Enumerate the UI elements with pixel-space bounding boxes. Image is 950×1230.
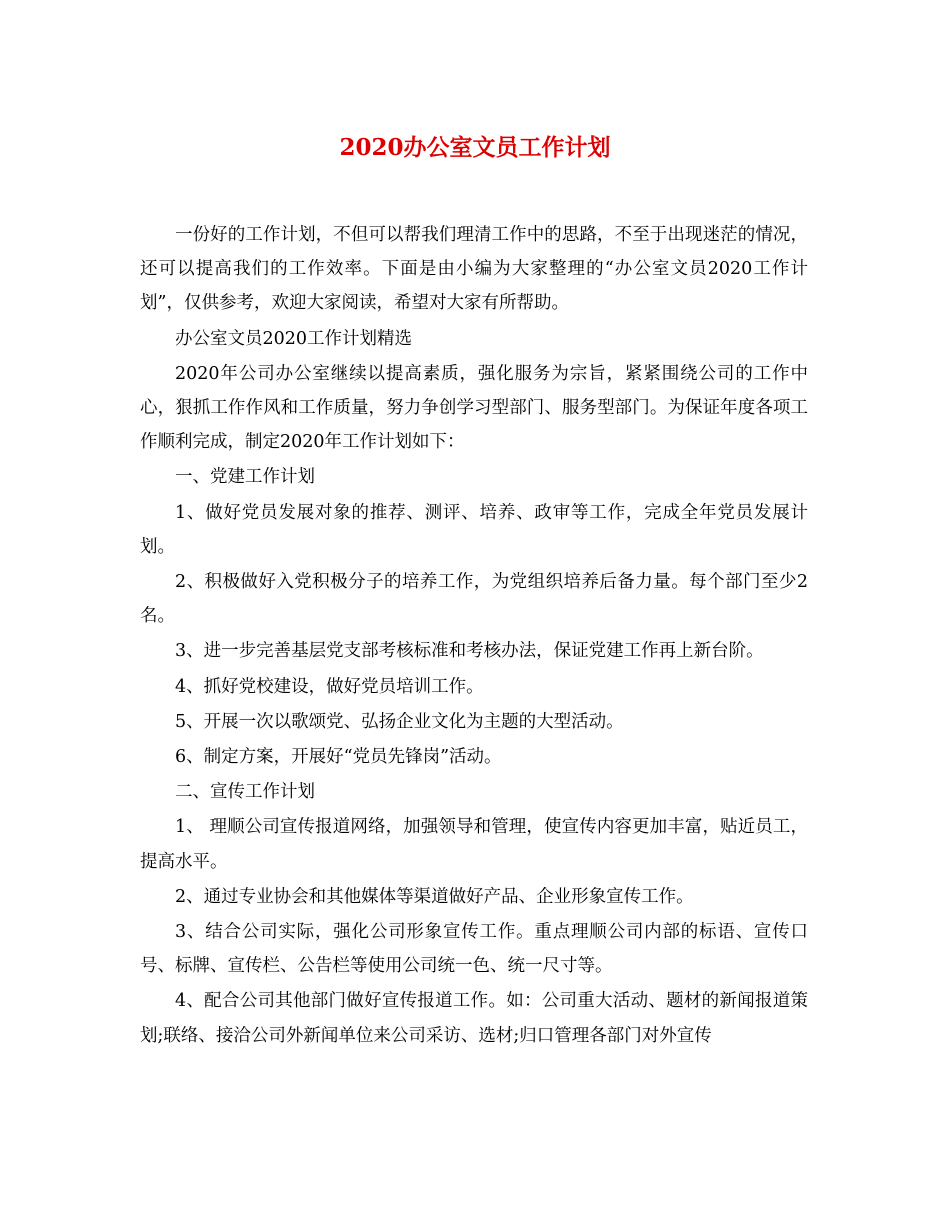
- list-item: 4、配合公司其他部门做好宣传报道工作。如：公司重大活动、题材的新闻报道策划;联络、接洽公司外新闻单位来公司采访、选材;归口管理各部门对外宣传: [140, 991, 808, 1046]
- section-heading-party: 一、党建工作计划: [175, 467, 315, 488]
- list-item: 1、做好党员发展对象的推荐、测评、培养、政审等工作，完成全年党员发展计划。: [140, 502, 808, 557]
- list-item: 3、结合公司实际，强化公司形象宣传工作。重点理顺公司内部的标语、宣传口号、标牌、宣传栏、公告栏等使用公司统一色、统一尺寸等。: [140, 922, 808, 977]
- section-heading-publicity: 二、宣传工作计划: [175, 782, 315, 803]
- paragraph-overview: 2020年公司办公室继续以提高素质，强化服务为宗旨，紧紧围绕公司的工作中心，狠抓工作作风和工作质量，努力争创学习型部门、服务型部门。为保证年度各项工作顺利完成，制定2020年工作计划如下：: [140, 363, 808, 453]
- list-item: 2、积极做好入党积极分子的培养工作，为党组织培养后备力量。每个部门至少2名。: [140, 572, 808, 627]
- paragraph-subtitle: 办公室文员2020工作计划精选: [175, 328, 413, 349]
- list-item: 4、抓好党校建设，做好党员培训工作。: [175, 676, 484, 697]
- list-item: 6、制定方案，开展好“党员先锋岗”活动。: [175, 747, 502, 768]
- list-item: 3、进一步完善基层党支部考核标准和考核办法，保证党建工作再上新台阶。: [175, 641, 764, 662]
- paragraph-intro: 一份好的工作计划，不但可以帮我们理清工作中的思路，不至于出现迷茫的情况，还可以提高我们的工作效率。下面是由小编为大家整理的“办公室文员2020工作计划”，仅供参考，欢迎大家阅读，希望对大家有所帮助。: [140, 225, 808, 314]
- document-body: [140, 218, 808, 1054]
- document-title: 2020办公室文员工作计划: [339, 134, 611, 161]
- list-item: 5、开展一次以歌颂党、弘扬企业文化为主题的大型活动。: [175, 711, 624, 732]
- list-item: 2、通过专业协会和其他媒体等渠道做好产品、企业形象宣传工作。: [175, 886, 694, 907]
- list-item: 1、 理顺公司宣传报道网络，加强领导和管理，使宣传内容更加丰富，贴近员工，提高水平。: [140, 817, 808, 872]
